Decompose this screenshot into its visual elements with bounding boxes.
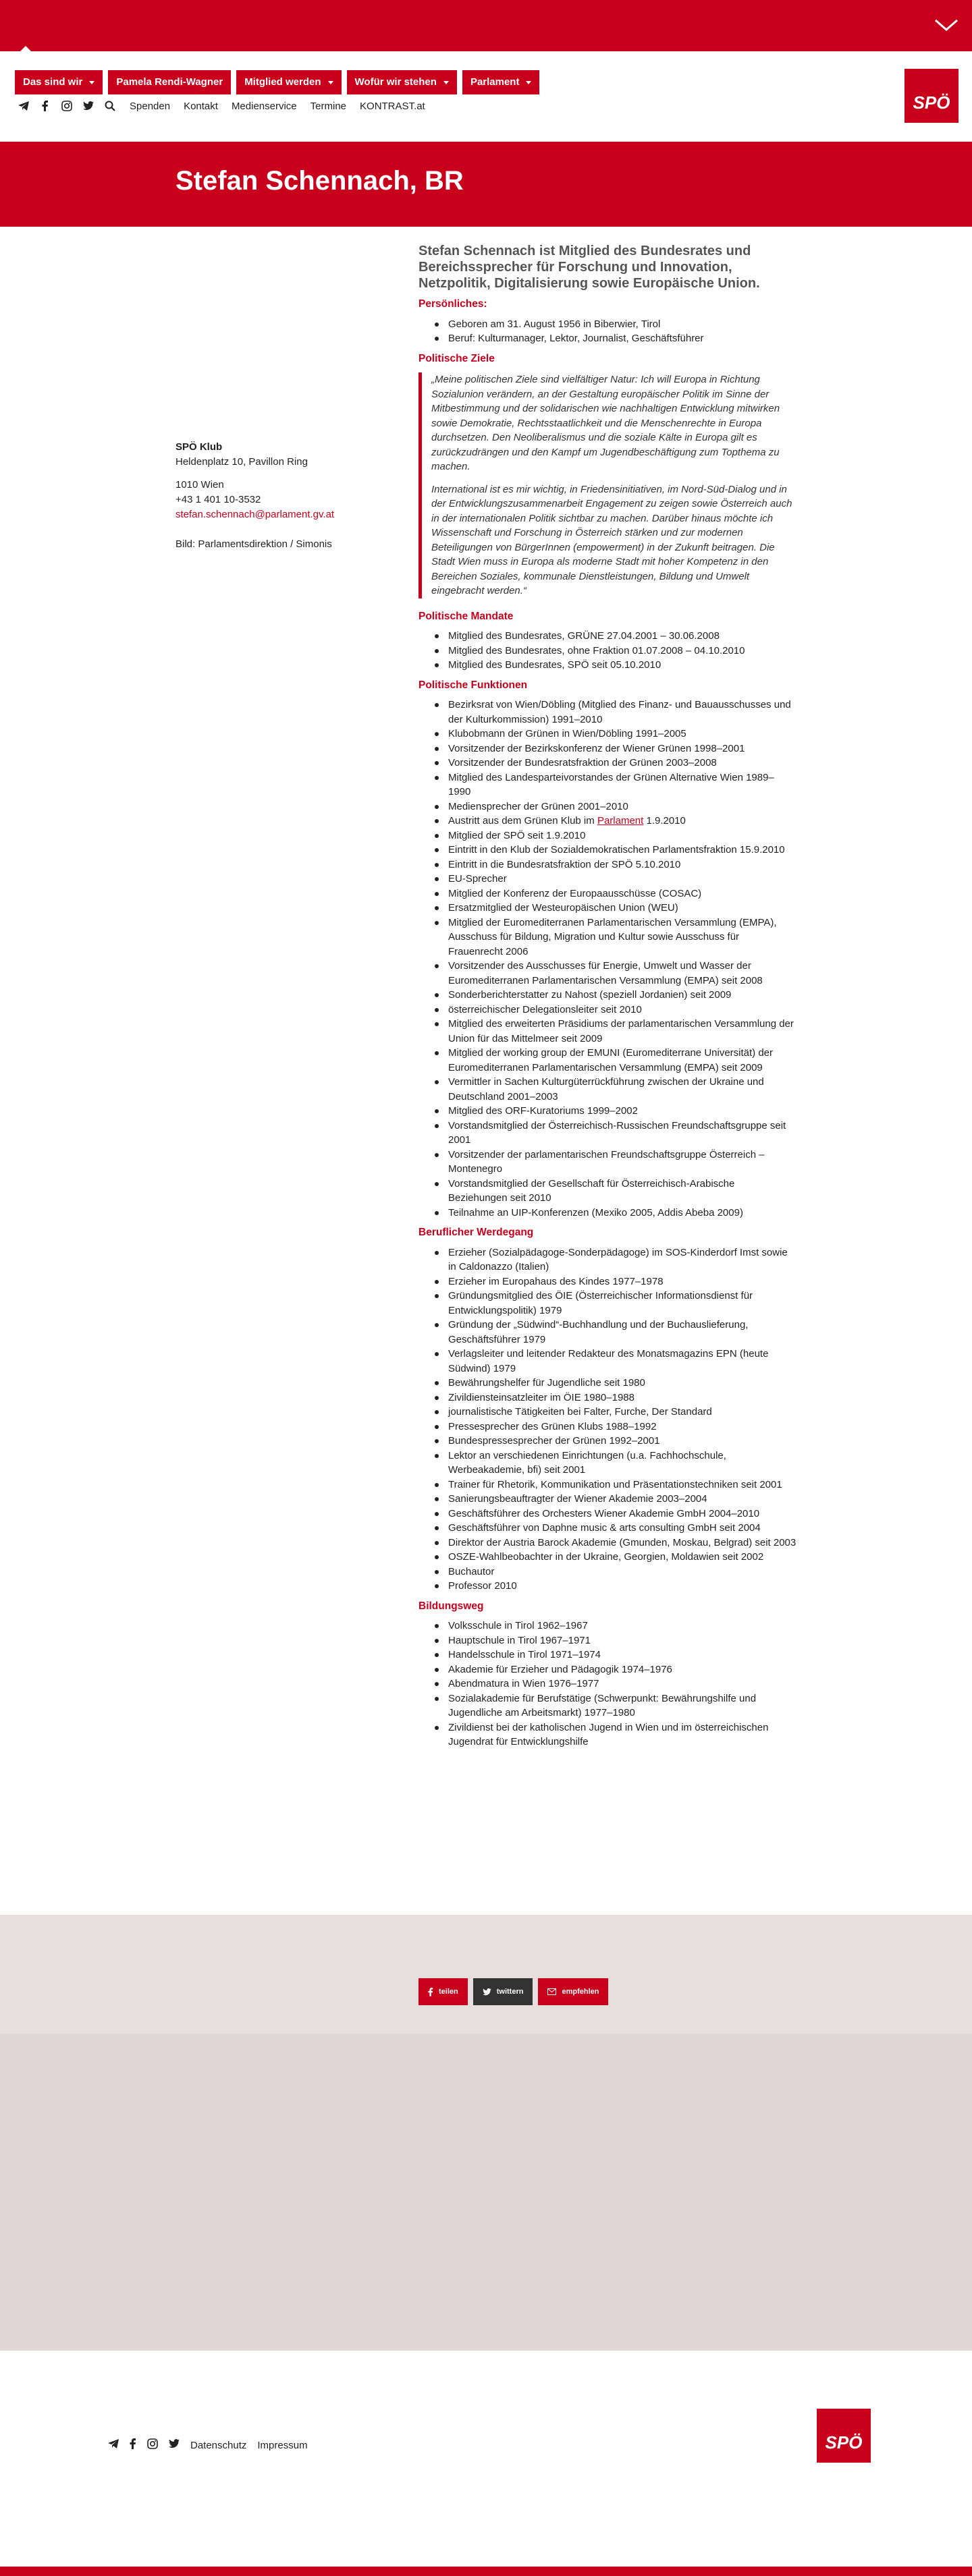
list-item: Mitglied des ORF-Kuratoriums 1999–2002 — [435, 1104, 796, 1119]
parlament-link[interactable]: Parlament — [597, 815, 644, 827]
list-item: Gründung der „Südwind“-Buchhandlung und der Buchauslieferung, Geschäftsführer 1979 — [435, 1318, 796, 1347]
list-item: Eintritt in den Klub der Sozialdemokratischen Parlamentsfraktion 15.9.2010 — [435, 843, 796, 858]
list-item: Mitglied des Bundesrates, ohne Fraktion 01.07.2008 – 04.10.2010 — [435, 644, 796, 659]
hero-banner — [0, 142, 972, 227]
email-link[interactable]: stefan.schennach@parlament.gv.at — [176, 509, 335, 520]
caret-down-icon — [328, 81, 333, 84]
intro-heading: Stefan Schennach ist Mitglied des Bundesrates und Bereichssprecher für Forschung und Innovation, Netzpolitik, Digitalisierung sowie Europäische Union. — [418, 244, 760, 291]
nav-mitglied-werden[interactable] — [236, 70, 341, 94]
spacer — [176, 522, 378, 537]
list-item-text: Austritt aus dem Grünen Klub im — [448, 815, 597, 827]
caret-down-icon — [443, 81, 449, 84]
mandates-list — [435, 629, 796, 673]
section-title-functions: Politische Funktionen — [418, 679, 528, 691]
nav-pamela-rendi-wagner[interactable] — [108, 70, 231, 94]
list-item: Direktor der Austria Barock Akademie (Gmunden, Moskau, Belgrad) seit 2003 — [435, 1536, 796, 1550]
search-icon[interactable] — [104, 100, 116, 112]
sub-nav — [18, 100, 425, 112]
bottom-bar — [0, 2567, 972, 2576]
section-title-mandates: Politische Mandate — [418, 610, 514, 622]
share-facebook-label: teilen — [439, 1988, 458, 1996]
top-bar — [0, 0, 972, 51]
list-item — [435, 814, 796, 829]
list-item: Eintritt in die Bundesratsfraktion der SPÖ 5.10.2010 — [435, 858, 796, 872]
nav-label: Wofür wir stehen — [354, 76, 437, 88]
footer-nav — [108, 2438, 308, 2452]
club-name: SPÖ Klub — [176, 441, 223, 453]
spoe-logo[interactable] — [905, 69, 959, 123]
nav-label: Pamela Rendi-Wagner — [116, 76, 223, 88]
list-item: Verlagsleiter und leitender Redakteur des Monatsmagazins EPN (heute Südwind) 1979 — [435, 1347, 796, 1376]
nav-label: Mitglied werden — [244, 76, 321, 88]
link-medienservice[interactable]: Medienservice — [231, 100, 297, 112]
list-item: Mitglied der Euromediterranen Parlamentarischen Versammlung (EMPA), Ausschuss für Bildung, Migration und Kultur sowie Ausschuss für Frauenrecht 2006 — [435, 916, 796, 959]
career-list — [435, 1245, 796, 1594]
list-item: Trainer für Rhetorik, Kommunikation und Präsentationstechniken seit 2001 — [435, 1478, 796, 1492]
link-impressum[interactable]: Impressum — [257, 2439, 308, 2451]
list-item: Volksschule in Tirol 1962–1967 — [435, 1619, 796, 1633]
list-item: Bundespressesprecher der Grünen 1992–2001 — [435, 1434, 796, 1449]
list-item: Erzieher im Europahaus des Kindes 1977–1978 — [435, 1275, 796, 1289]
twitter-icon[interactable] — [82, 100, 94, 112]
link-kontakt[interactable]: Kontakt — [184, 100, 218, 112]
main-nav — [15, 70, 539, 94]
list-item: Geschäftsführer von Daphne music & arts consulting GmbH seit 2004 — [435, 1521, 796, 1536]
list-item: Sonderberichterstatter zu Nahost (speziell Jordanien) seit 2009 — [435, 988, 796, 1003]
twitter-icon[interactable] — [169, 2439, 180, 2451]
share-buttons — [418, 1978, 608, 2005]
list-item: Handelsschule in Tirol 1971–1974 — [435, 1648, 796, 1662]
logo-text: SPÖ — [825, 2432, 863, 2453]
personal-list — [435, 317, 796, 346]
instagram-icon[interactable] — [61, 100, 73, 112]
goals-quote — [418, 372, 796, 598]
list-item: Vorstandsmitglied der Österreichisch-Russischen Freundschaftsgruppe seit 2001 — [435, 1119, 796, 1148]
nav-parlament[interactable] — [462, 70, 540, 94]
telegram-icon[interactable] — [108, 2439, 119, 2451]
list-item: Sanierungsbeauftragter der Wiener Akademie 2003–2004 — [435, 1492, 796, 1507]
contact-sidebar — [176, 440, 378, 552]
quote-paragraph-2: International ist es mir wichtig, in Friedensinitiativen, im Nord-Süd-Dialog und in der Entwicklungszusammenarbeit Engagement zu zeigen sowie Österreich auch in der internationalen Politik sichtbar zu machen. Darüber hinaus möchte ich Wissenschaft und Forschung in Österreich stärken und zur modernen Beteiligungen von BürgerInnen (empowerment) in der Zukunft beitragen. Die Stadt Wien muss in Europa als moderne Stadt mit hoher Kompetenz in den Bereichen Soziales, kommunale Dienstleistungen, Bildung und Umwelt eingebracht werden.“ — [431, 483, 792, 596]
list-item: Bezirksrat von Wien/Döbling (Mitglied des Finanz- und Bauausschusses und der Kulturkommission) 1991–2010 — [435, 698, 796, 727]
list-item: Gründungsmitglied des ÖIE (Österreichischer Informationsdienst für Entwicklungspolitik) 1979 — [435, 1289, 796, 1318]
list-item: Geschäftsführer des Orchesters Wiener Akademie GmbH 2004–2010 — [435, 1507, 796, 1521]
list-item: Pressesprecher des Grünen Klubs 1988–1992 — [435, 1420, 796, 1434]
phone-number: +43 1 401 10-3532 — [176, 494, 261, 505]
list-item: Vorsitzender der parlamentarischen Freundschaftsgruppe Österreich – Montenegro — [435, 1148, 796, 1177]
list-item: Mitglied der SPÖ seit 1.9.2010 — [435, 829, 796, 843]
list-item: Lektor an verschiedenen Einrichtungen (u.a. Fachhochschule, Werbeakademie, bfi) seit 2001 — [435, 1449, 796, 1478]
list-item: Zivildiensteinsatzleiter im ÖIE 1980–1988 — [435, 1391, 796, 1405]
list-item: Vorsitzender der Bundesratsfraktion der Grünen 2003–2008 — [435, 756, 796, 771]
link-kontrast[interactable]: KONTRAST.at — [360, 100, 425, 112]
instagram-icon[interactable] — [147, 2438, 158, 2452]
list-item: Teilnahme an UIP-Konferenzen (Mexiko 2005, Addis Abeba 2009) — [435, 1206, 796, 1221]
address-line-1: Heldenplatz 10, Pavillon Ring — [176, 456, 308, 468]
list-item: österreichischer Delegationsleiter seit 2010 — [435, 1003, 796, 1017]
list-item-text: 1.9.2010 — [643, 815, 686, 827]
facebook-icon — [428, 1988, 433, 1996]
list-item: Geboren am 31. August 1956 in Biberwier, Tirol — [435, 317, 796, 332]
address-line-2: 1010 Wien — [176, 479, 224, 491]
envelope-icon — [547, 1988, 556, 1995]
facebook-icon[interactable] — [130, 2438, 136, 2452]
list-item: Sozialakademie für Berufstätige (Schwerpunkt: Bewährungshilfe und Jugendliche am Arbeitsmarkt) 1977–1980 — [435, 1691, 796, 1720]
share-email-button[interactable] — [538, 1978, 608, 2005]
navigation — [0, 51, 972, 142]
link-termine[interactable]: Termine — [310, 100, 347, 112]
caret-down-icon — [526, 81, 531, 84]
twitter-icon — [483, 1988, 491, 1996]
list-item: Mitglied der Konferenz der Europaausschüsse (COSAC) — [435, 887, 796, 901]
list-item: Buchautor — [435, 1565, 796, 1579]
list-item: journalistische Tätigkeiten bei Falter, Furche, Der Standard — [435, 1405, 796, 1420]
section-title-goals: Politische Ziele — [418, 352, 495, 364]
share-email-label: empfehlen — [562, 1988, 599, 1996]
list-item: Beruf: Kulturmanager, Lektor, Journalist, Geschäftsführer — [435, 331, 796, 346]
link-datenschutz[interactable]: Datenschutz — [190, 2439, 247, 2451]
list-item: Bewährungshelfer für Jugendliche seit 1980 — [435, 1376, 796, 1391]
section-title-career: Beruflicher Werdegang — [418, 1227, 534, 1238]
list-item: Mitglied des Bundesrates, SPÖ seit 05.10.2010 — [435, 658, 796, 673]
spacer — [176, 470, 378, 478]
share-facebook-button[interactable] — [418, 1978, 468, 2005]
telegram-icon[interactable] — [18, 100, 30, 112]
page-title: Stefan Schennach, BR — [176, 166, 464, 196]
section-title-personal: Persönliches: — [418, 298, 487, 310]
section-title-education: Bildungsweg — [418, 1600, 484, 1612]
nav-wofuer-wir-stehen[interactable] — [347, 70, 457, 94]
gray-content-area — [0, 2034, 972, 2351]
list-item: Akademie für Erzieher und Pädagogik 1974–1976 — [435, 1662, 796, 1677]
list-item: EU-Sprecher — [435, 872, 796, 887]
logo-text: SPÖ — [913, 92, 950, 113]
footer-spoe-logo[interactable] — [817, 2409, 871, 2463]
list-item: Klubobmann der Grünen in Wien/Döbling 1991–2005 — [435, 727, 796, 741]
quote-paragraph-1: „Meine politischen Ziele sind vielfältiger Natur: Ich will Europa in Richtung Sozialunion verändern, an der Gestaltung europäischer Politik im Sinne der Mitbestimmung und der solidarischen wie nachhaltigen Entwicklung mitwirken sowie Demokratie, Rechtsstaatlichkeit und die Menschenrechte in Europa durchsetzen. Den Neoliberalismus und die soziale Kälte in Europa gilt es zurückzudrängen und den Kampf um Jugendbeschäftigung zum Topthema zu machen. — [431, 374, 780, 472]
nav-das-sind-wir[interactable] — [15, 70, 103, 94]
list-item: Erzieher (Sozialpädagoge-Sonderpädagoge) im SOS-Kinderdorf Imst sowie in Caldonazzo (Italien) — [435, 1245, 796, 1275]
share-twitter-button[interactable] — [473, 1978, 533, 2005]
share-section — [0, 1915, 972, 2034]
share-twitter-label: twittern — [496, 1988, 524, 1996]
list-item: Professor 2010 — [435, 1579, 796, 1594]
chevron-down-icon[interactable] — [933, 15, 960, 35]
facebook-icon[interactable] — [39, 100, 51, 112]
list-item: Vorsitzender des Ausschusses für Energie, Umwelt und Wasser der Euromediterranen Parlamentarischen Versammlung (EMPA) seit 2008 — [435, 959, 796, 988]
caret-down-icon — [89, 81, 94, 84]
link-spenden[interactable]: Spenden — [130, 100, 171, 112]
functions-list — [435, 698, 796, 1220]
list-item: Mitglied des erweiterten Präsidiums der parlamentarischen Versammlung der Union für das Mittelmeer seit 2009 — [435, 1017, 796, 1046]
list-item: Mitglied des Bundesrates, GRÜNE 27.04.2001 – 30.06.2008 — [435, 629, 796, 644]
list-item: Vorsitzender der Bezirkskonferenz der Wiener Grünen 1998–2001 — [435, 741, 796, 756]
list-item: Vorstandsmitglied der Gesellschaft für Österreichisch-Arabische Beziehungen seit 2010 — [435, 1177, 796, 1206]
list-item: Ersatzmitglied der Westeuropäischen Union (WEU) — [435, 901, 796, 916]
education-list — [435, 1619, 796, 1749]
nav-label: Das sind wir — [23, 76, 83, 88]
list-item: Mediensprecher der Grünen 2001–2010 — [435, 800, 796, 814]
list-item: Mitglied der working group der EMUNI (Euromediterrane Universität) der Euromediterranen Parlamentarischen Versammlung (EMPA) seit 2009 — [435, 1046, 796, 1075]
list-item: OSZE-Wahlbeobachter in der Ukraine, Georgien, Moldawien seit 2002 — [435, 1550, 796, 1565]
list-item: Zivildienst bei der katholischen Jugend in Wien und im österreichischen Jugendrat für Entwicklungshilfe — [435, 1720, 796, 1749]
list-item: Abendmatura in Wien 1976–1977 — [435, 1677, 796, 1691]
nav-label: Parlament — [470, 76, 520, 88]
main-content — [418, 243, 796, 1755]
photo-credit: Bild: Parlamentsdirektion / Simonis — [176, 538, 332, 550]
list-item: Hauptschule in Tirol 1967–1971 — [435, 1633, 796, 1648]
footer — [0, 2351, 972, 2567]
list-item: Vermittler in Sachen Kulturgüterrückführung zwischen der Ukraine und Deutschland 2001–2003 — [435, 1075, 796, 1104]
list-item: Mitglied des Landesparteivorstandes der Grünen Alternative Wien 1989–1990 — [435, 771, 796, 800]
